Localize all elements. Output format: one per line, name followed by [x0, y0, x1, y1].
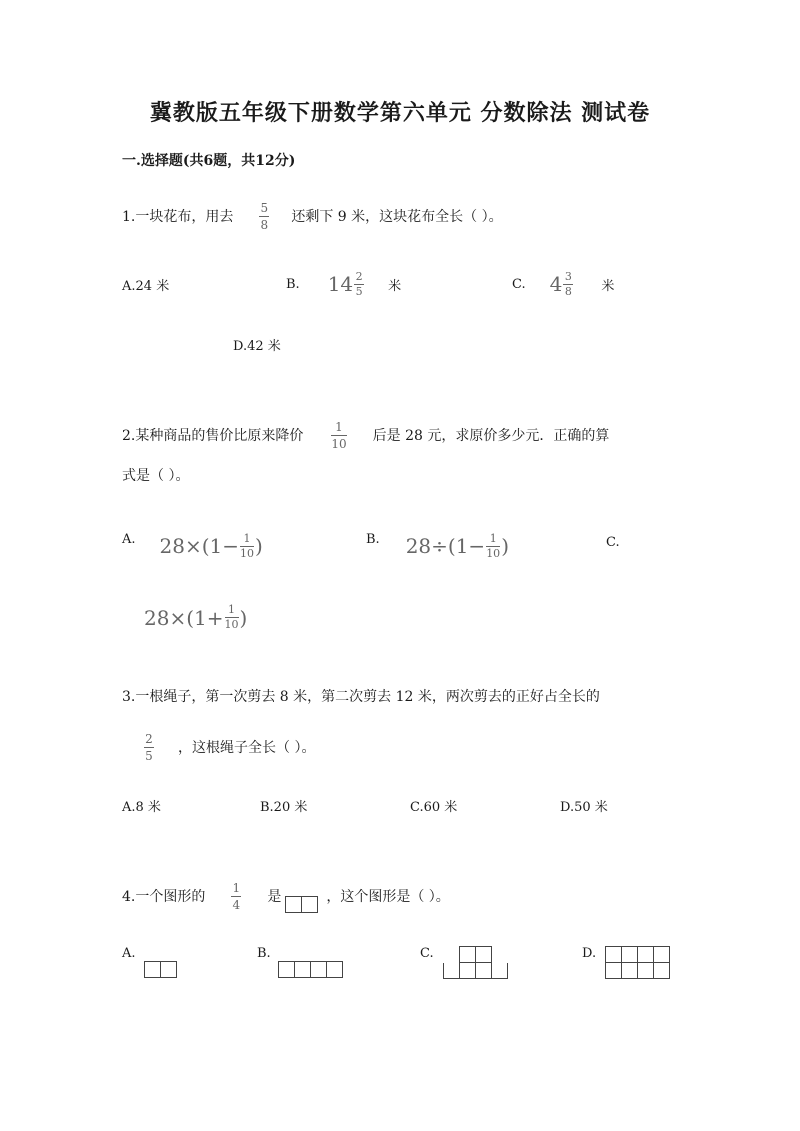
question-2-fraction: $\frac{1}{10}$: [331, 419, 347, 451]
section-heading: 一.选择题(共6题，共12分): [122, 153, 296, 169]
q2-option-c[interactable]: C.: [606, 535, 620, 550]
q1-option-d[interactable]: D.42 米: [233, 339, 281, 354]
q4-option-b[interactable]: B.: [257, 946, 271, 961]
question-4-fraction: $\frac{1}{4}$: [232, 880, 241, 912]
question-3-line2: $\frac{2}{5}$ ，这根绳子全长（ ）。: [145, 731, 316, 763]
q2-option-b[interactable]: B. 28÷(1− $\frac{1}{10}$ ): [366, 531, 509, 560]
question-3-fraction: $\frac{2}{5}$: [145, 731, 153, 763]
question-1-prefix: 1.一块花布，用去: [122, 209, 234, 225]
q4-option-a[interactable]: A.: [122, 946, 136, 961]
question-4: 4.一个图形的 $\frac{1}{4}$ 是 ，这个图形是（ ）。: [122, 880, 450, 912]
q3-option-b[interactable]: B.20 米: [260, 800, 308, 815]
question-2-prefix: 2.某种商品的售价比原来降价: [122, 428, 304, 444]
q4-option-c-figure: [443, 946, 508, 979]
q1-option-c[interactable]: C. 4 $\frac{3}{8}$ 米: [512, 269, 615, 298]
question-2-suffix: 后是 28 元，求原价多少元．正确的算: [372, 428, 610, 444]
q4-option-c[interactable]: C.: [420, 946, 434, 961]
q3-option-a[interactable]: A.8 米: [122, 800, 161, 815]
q1-option-b-mixed-number: 14 $\frac{2}{5}$: [327, 269, 363, 298]
q2-option-a-expression: 28×(1− $\frac{1}{10}$ ): [159, 531, 263, 560]
question-1-fraction: $\frac{5}{8}$: [260, 200, 269, 232]
question-1: [122, 200, 503, 232]
q1-option-b[interactable]: B. 14 $\frac{2}{5}$ 米: [286, 269, 402, 298]
question-2-line2: 式是（ ）。: [122, 468, 190, 484]
q4-option-d-figure: [605, 946, 670, 979]
question-1-suffix: 还剩下 9 米，这块花布全长（ ）。: [291, 209, 503, 225]
page-title: 冀教版五年级下册数学第六单元 分数除法 测试卷: [149, 100, 651, 126]
q1-option-c-mixed-number: 4 $\frac{3}{8}$: [549, 269, 572, 298]
question-2: [122, 418, 609, 452]
question-4-figure: [285, 896, 318, 913]
question-3: 3.一根绳子，第一次剪去 8 米，第二次剪去 12 米，两次剪去的正好占全长的: [122, 689, 600, 705]
q1-option-a[interactable]: A.24 米: [122, 279, 170, 294]
q2-option-b-expression: 28÷(1− $\frac{1}{10}$ ): [405, 531, 509, 560]
q4-option-b-figure: [278, 961, 343, 978]
q4-option-d[interactable]: D.: [582, 946, 597, 961]
q2-option-a[interactable]: A. 28×(1− $\frac{1}{10}$ ): [122, 531, 263, 560]
q3-option-d[interactable]: D.50 米: [560, 800, 608, 815]
q3-option-c[interactable]: C.60 米: [410, 800, 458, 815]
q4-option-a-figure: [144, 961, 177, 978]
q2-option-c-expression: 28×(1+ $\frac{1}{10}$ ): [144, 603, 248, 631]
